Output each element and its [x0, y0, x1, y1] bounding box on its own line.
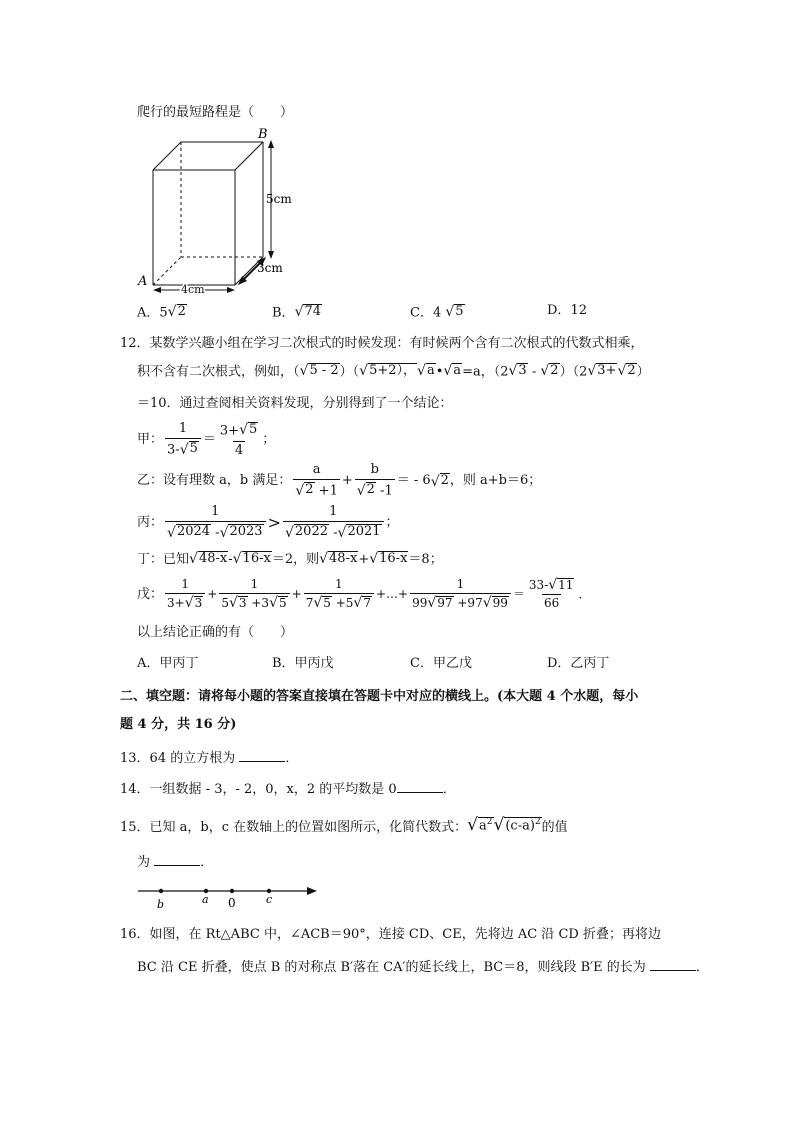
label-depth: 3cm	[257, 261, 283, 275]
section2-heading-line1: 二、填空题：请将每小题的答案直接填在答题卡中对应的横线上。(本大题 4 个水题，每小	[120, 689, 639, 704]
q14: 14．一组数据 - 3，- 2，0，x，2 的平均数是 0 ．	[120, 782, 456, 797]
conclusion-ding: 丁：已知 √ 48-x - √ 16-x ＝2，则 √ 48-x + √ 16-x ＝8；	[137, 551, 443, 568]
q16-line1: 16．如图，在 Rt△ABC 中，∠ACB＝90°，连接 CD、CE，先将边 AC 沿 CD 折叠；再将边	[120, 927, 661, 942]
conclusion-wu: 戊： 1 3+ √ 3 + 1 5 √ 3 +3 √ 5 + 1 7 √ 5 +5 √ 7 +…+ 1 99 √ 97 +97 √ 99 ＝ 33- √ 11 66 ．	[137, 577, 591, 612]
q12-line2: 积不含有二次根式，例如，（ √ 5 - 2 ）（ √ 5+2）， √ a • √ a =a，（2 √ 3 - √ 2 ）（2 √ 3+ √ 2 ）	[137, 363, 650, 380]
q14-answer-blank[interactable]	[397, 782, 443, 793]
q13-answer-blank[interactable]	[239, 751, 285, 762]
q13: 13．64 的立方根为 ．	[120, 751, 299, 766]
q16-line2: BC 沿 CE 折叠，使点 B 的对称点 B′落在 CA′的延长线上，BC＝8，则线段 B′E 的长为 ．	[137, 960, 709, 975]
cuboid-figure	[135, 122, 305, 297]
q15-line1: 15．已知 a，b，c 在数轴上的位置如图所示，化简代数式： √ $a^2$ √ $(c-a)^2$ 的值	[120, 815, 568, 835]
q12-line3: ＝10．通过查阅相关资料发现，分别得到了一个结论：	[137, 396, 453, 411]
q15-line2: 为 ．	[137, 855, 214, 870]
q12-option-c[interactable]: C．甲乙戊	[410, 656, 472, 671]
label-height: 5cm	[266, 192, 292, 206]
q15-answer-blank[interactable]	[154, 855, 200, 866]
q12-option-a[interactable]: A．甲丙丁	[137, 656, 199, 671]
label-width: 4cm	[181, 283, 205, 296]
q12-option-d[interactable]: D．乙丙丁	[547, 656, 610, 671]
conclusion-bing: 丙： 1 √ 2024 - √ 2023 > 1 √ 2022 - √ 2021 ；	[137, 504, 399, 541]
q12-option-b[interactable]: B．甲丙戊	[272, 656, 334, 671]
axis-label-b: b	[157, 898, 165, 910]
q11-option-b[interactable]: B． √ 74	[272, 304, 322, 321]
q11-option-a[interactable]: A．5 √ 2	[137, 304, 186, 321]
label-a: A	[138, 274, 148, 289]
axis-label-zero: 0	[228, 896, 236, 910]
number-line-figure	[136, 882, 321, 910]
q16-answer-blank[interactable]	[650, 960, 696, 971]
q11-option-c[interactable]: C．4 √ 5	[410, 304, 464, 321]
q12-line1: 12．某数学兴趣小组在学习二次根式的时候发现：有时候两个含有二次根式的代数式相乘，	[120, 336, 644, 351]
section2-heading-line2: 题 4 分，共 16 分)	[120, 717, 237, 732]
label-b: B	[258, 127, 268, 142]
conclusion-yi: 乙：设有理数 a，b 满足： a √ 2 +1 + b √ 2 -1 ＝ - 6 √ 2 ，则 a+b＝6；	[137, 462, 542, 499]
q11-option-d[interactable]: D．12	[547, 303, 587, 318]
conclusion-jia: 甲： 1 3- √ 5 ＝ 3+ √ 5 4 ；	[137, 421, 276, 458]
q11-intro: 爬行的最短路程是（ ）	[137, 105, 294, 120]
q12-ask: 以上结论正确的有（ ）	[137, 625, 294, 640]
axis-label-c: c	[266, 893, 273, 906]
axis-label-a: a	[202, 893, 209, 906]
